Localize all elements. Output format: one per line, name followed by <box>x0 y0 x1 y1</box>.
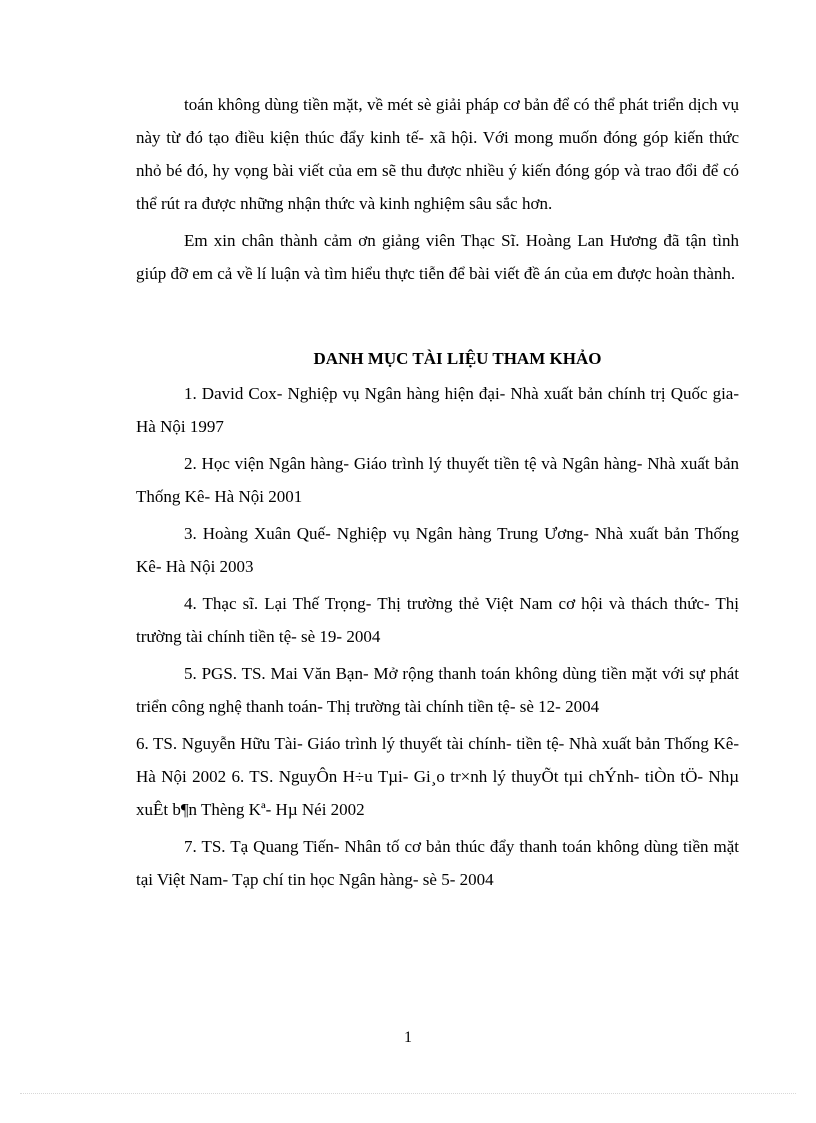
page-content <box>136 88 739 900</box>
reference-item: 5. PGS. TS. Mai Văn Bạn- Mở rộng thanh toán không dùng tiền mặt với sự phát triển công nghệ thanh toán- Thị trường tài chính tiền tệ- sè 12- 2004 <box>136 664 739 716</box>
reference-item: 4. Thạc sĩ. Lại Thế Trọng- Thị trường thẻ Việt Nam cơ hội và thách thức- Thị trường tài chính tiền tệ- sè 19- 2004 <box>136 594 739 646</box>
reference-item: 2. Học viện Ngân hàng- Giáo trình lý thuyết tiền tệ và Ngân hàng- Nhà xuất bản Thống Kê- Hà Nội 2001 <box>136 454 739 506</box>
body-paragraph: toán không dùng tiền mặt, về mét sè giải pháp cơ bản để có thể phát triển dịch vụ này từ đó tạo điều kiện thúc đẩy kinh tế- xã hội. Với mong muốn đóng góp kiến thức nhỏ bé đó, hy vọng bài viết của em sẽ thu được nhiều ý kiến đóng góp và trao đổi để có thể rút ra được những nhận thức và kinh nghiệm sâu sắc hơn. <box>136 95 739 213</box>
reference-item: 7. TS. Tạ Quang Tiến- Nhân tố cơ bản thúc đẩy thanh toán không dùng tiền mặt tại Việt Nam- Tạp chí tin học Ngân hàng- sè 5- 2004 <box>136 837 739 889</box>
page-bottom-divider <box>20 1093 796 1094</box>
reference-item: 6. TS. Nguyễn Hữu Tài- Giáo trình lý thuyết tài chính- tiền tệ- Nhà xuất bản Thống Kê- Hà Nội 2002 6. TS. NguyÔn H÷u Tµi- Gi¸o tr×nh lý thuyÕt tµi chÝnh- tiÒn tÖ- Nhµ xuÊt b¶n Thèng Kª- Hµ Néi 2002 <box>136 734 739 819</box>
page-number: 1 <box>404 1029 412 1046</box>
references-heading: DANH MỤC TÀI LIỆU THAM KHẢO <box>313 349 602 368</box>
references-list <box>136 377 739 896</box>
acknowledgement-paragraph: Em xin chân thành cảm ơn giảng viên Thạc Sĩ. Hoàng Lan Hương đã tận tình giúp đỡ em cả về lí luận và tìm hiểu thực tiễn để bài viết đề án của em được hoàn thành. <box>136 231 739 283</box>
reference-item: 3. Hoàng Xuân Quế- Nghiệp vụ Ngân hàng Trung Ương- Nhà xuất bản Thống Kê- Hà Nội 2003 <box>136 524 739 576</box>
reference-item: 1. David Cox- Nghiệp vụ Ngân hàng hiện đại- Nhà xuất bản chính trị Quốc gia- Hà Nội 1997 <box>136 384 739 436</box>
